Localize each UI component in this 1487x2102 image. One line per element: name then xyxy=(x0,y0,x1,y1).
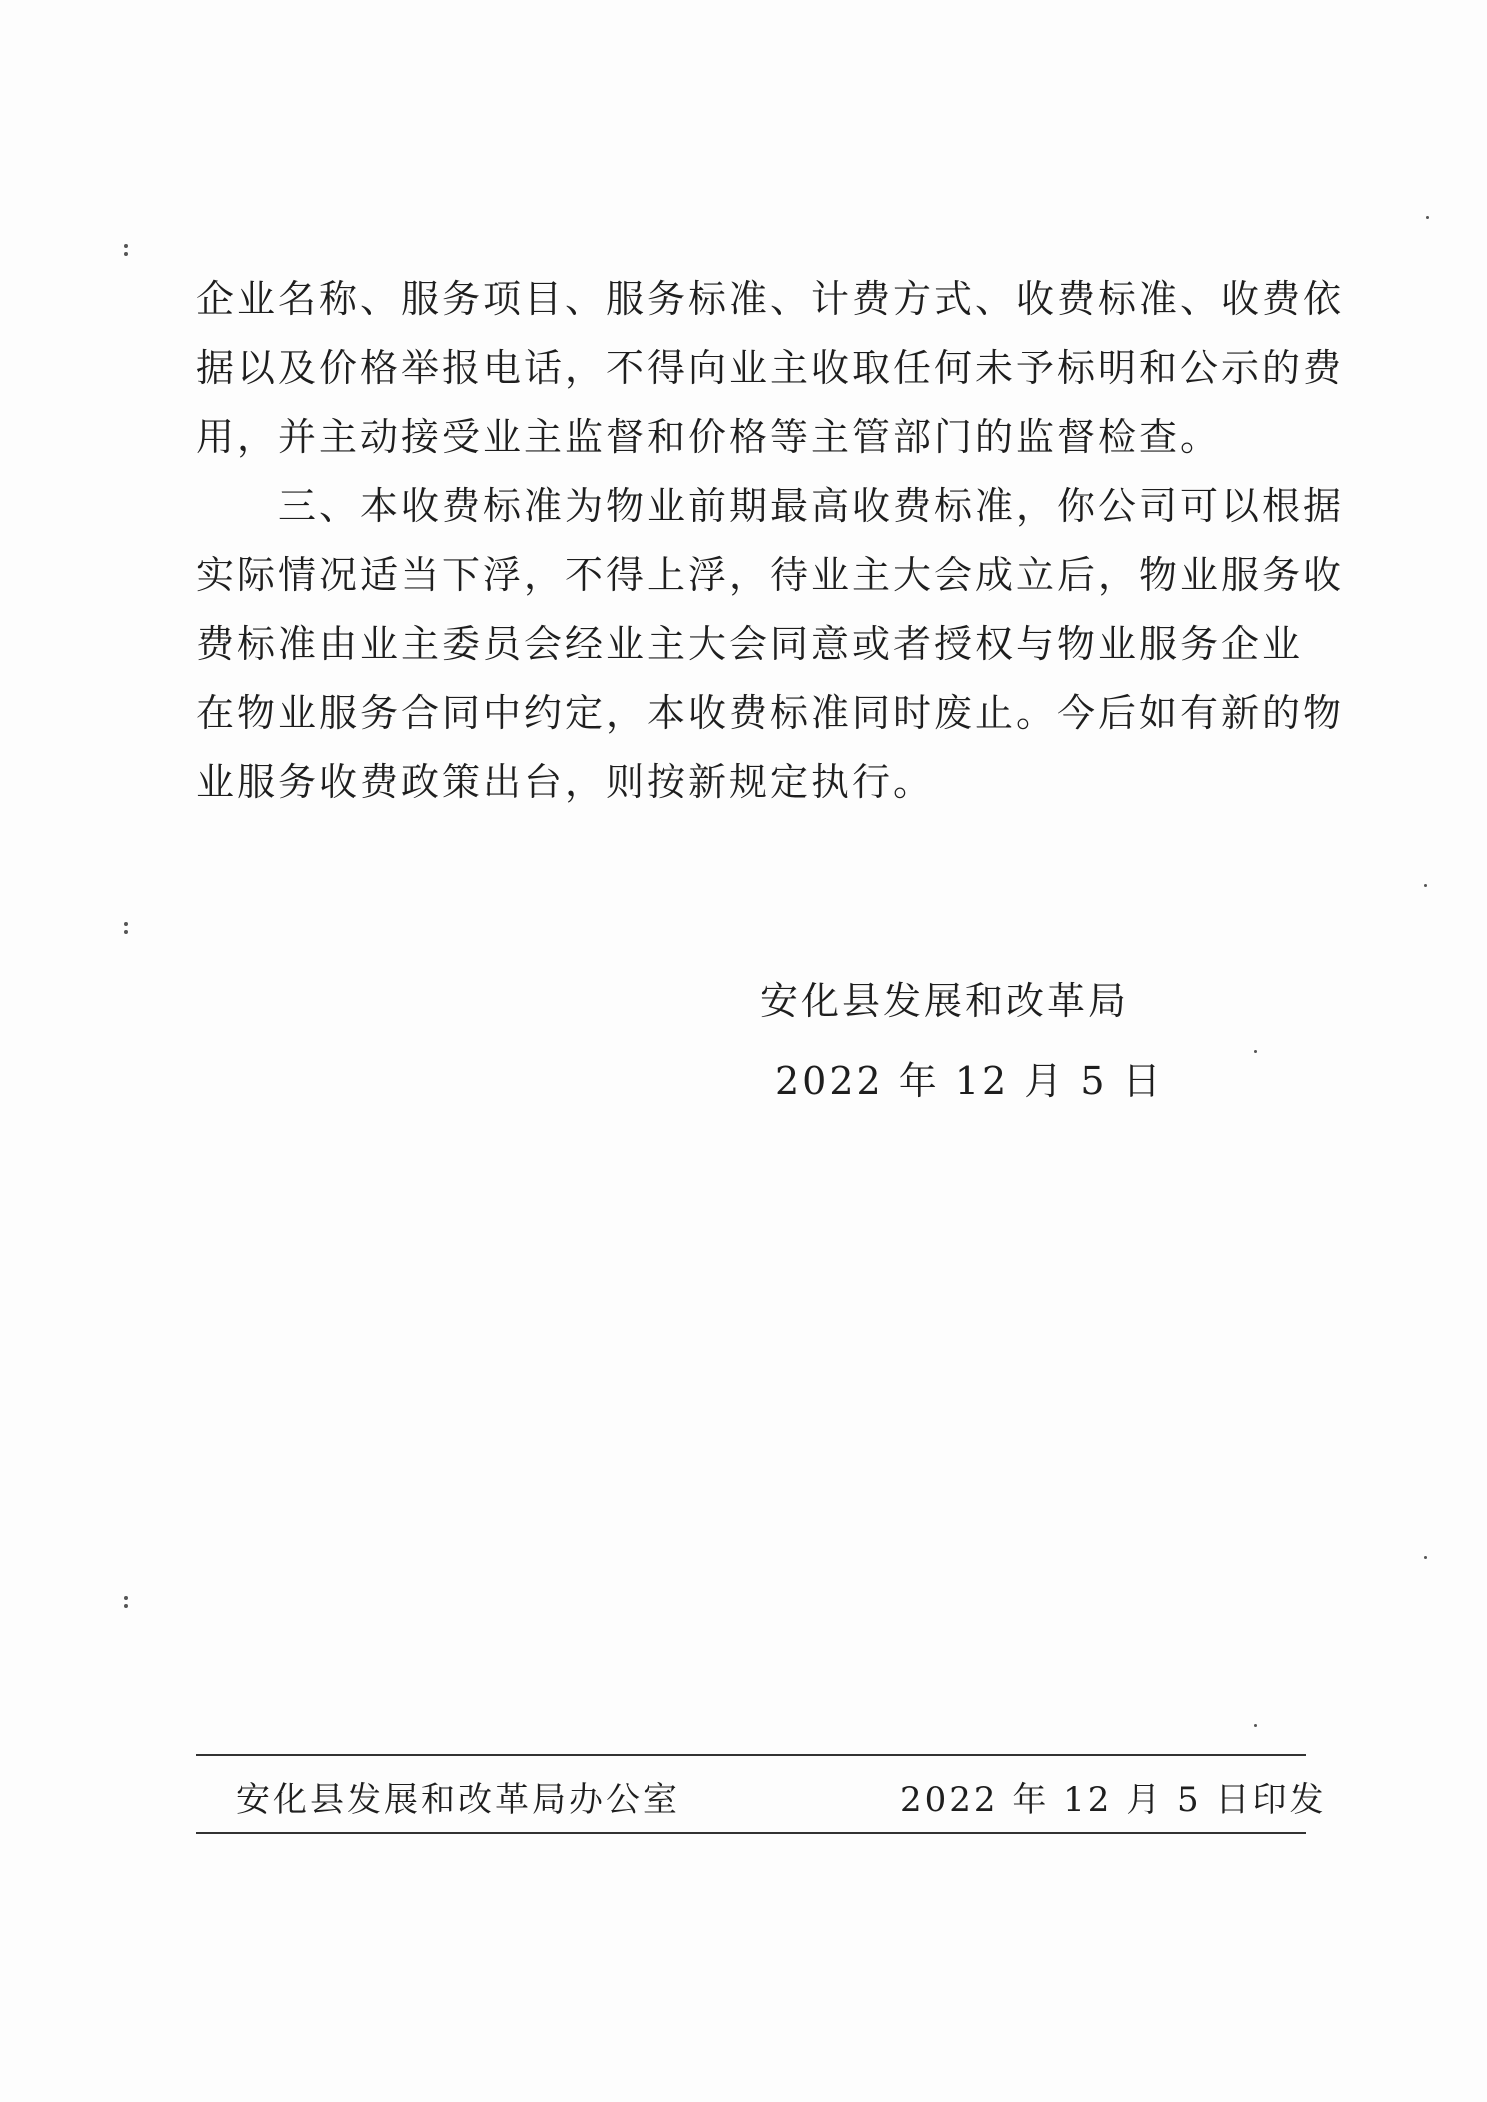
body-line: 费标准由业主委员会经业主大会同意或者授权与物业服务企业 xyxy=(196,622,1304,666)
scan-speck xyxy=(124,1596,128,1600)
body-line: 实际情况适当下浮，不得上浮，待业主大会成立后，物业服务收 xyxy=(196,553,1345,597)
body-line: 企业名称、服务项目、服务标准、计费方式、收费标准、收费依 xyxy=(196,277,1345,321)
body-line: 在物业服务合同中约定，本收费标准同时废止。今后如有新的物 xyxy=(196,691,1345,735)
scan-speck xyxy=(124,244,128,248)
footer-issued-date: 2022 年 12 月 5 日印发 xyxy=(900,1780,1327,1820)
scan-speck xyxy=(1426,216,1429,219)
footer-rule-bottom xyxy=(196,1832,1306,1834)
body-line: 用，并主动接受业主监督和价格等主管部门的监督检查。 xyxy=(196,415,1222,459)
body-text xyxy=(196,265,1345,817)
signature-issuer: 安化县发展和改革局 xyxy=(760,979,1130,1023)
footer-rule-top xyxy=(196,1754,1306,1756)
scan-speck xyxy=(124,1604,128,1608)
scan-speck xyxy=(1254,1050,1257,1053)
body-line-paragraph-start: 三、本收费标准为物业前期最高收费标准，你公司可以根据 xyxy=(278,484,1345,528)
scan-speck xyxy=(1424,1556,1427,1559)
scan-speck xyxy=(124,930,128,934)
scan-speck xyxy=(1254,1724,1257,1727)
scan-speck xyxy=(124,922,128,926)
footer-office: 安化县发展和改革局办公室 xyxy=(236,1780,680,1820)
signature-date: 2022 年 12 月 5 日 xyxy=(775,1059,1164,1103)
body-line: 据以及价格举报电话，不得向业主收取任何未予标明和公示的费 xyxy=(196,346,1345,390)
scan-speck xyxy=(124,252,128,256)
scan-speck xyxy=(1424,884,1427,887)
body-line: 业服务收费政策出台，则按新规定执行。 xyxy=(196,760,935,804)
